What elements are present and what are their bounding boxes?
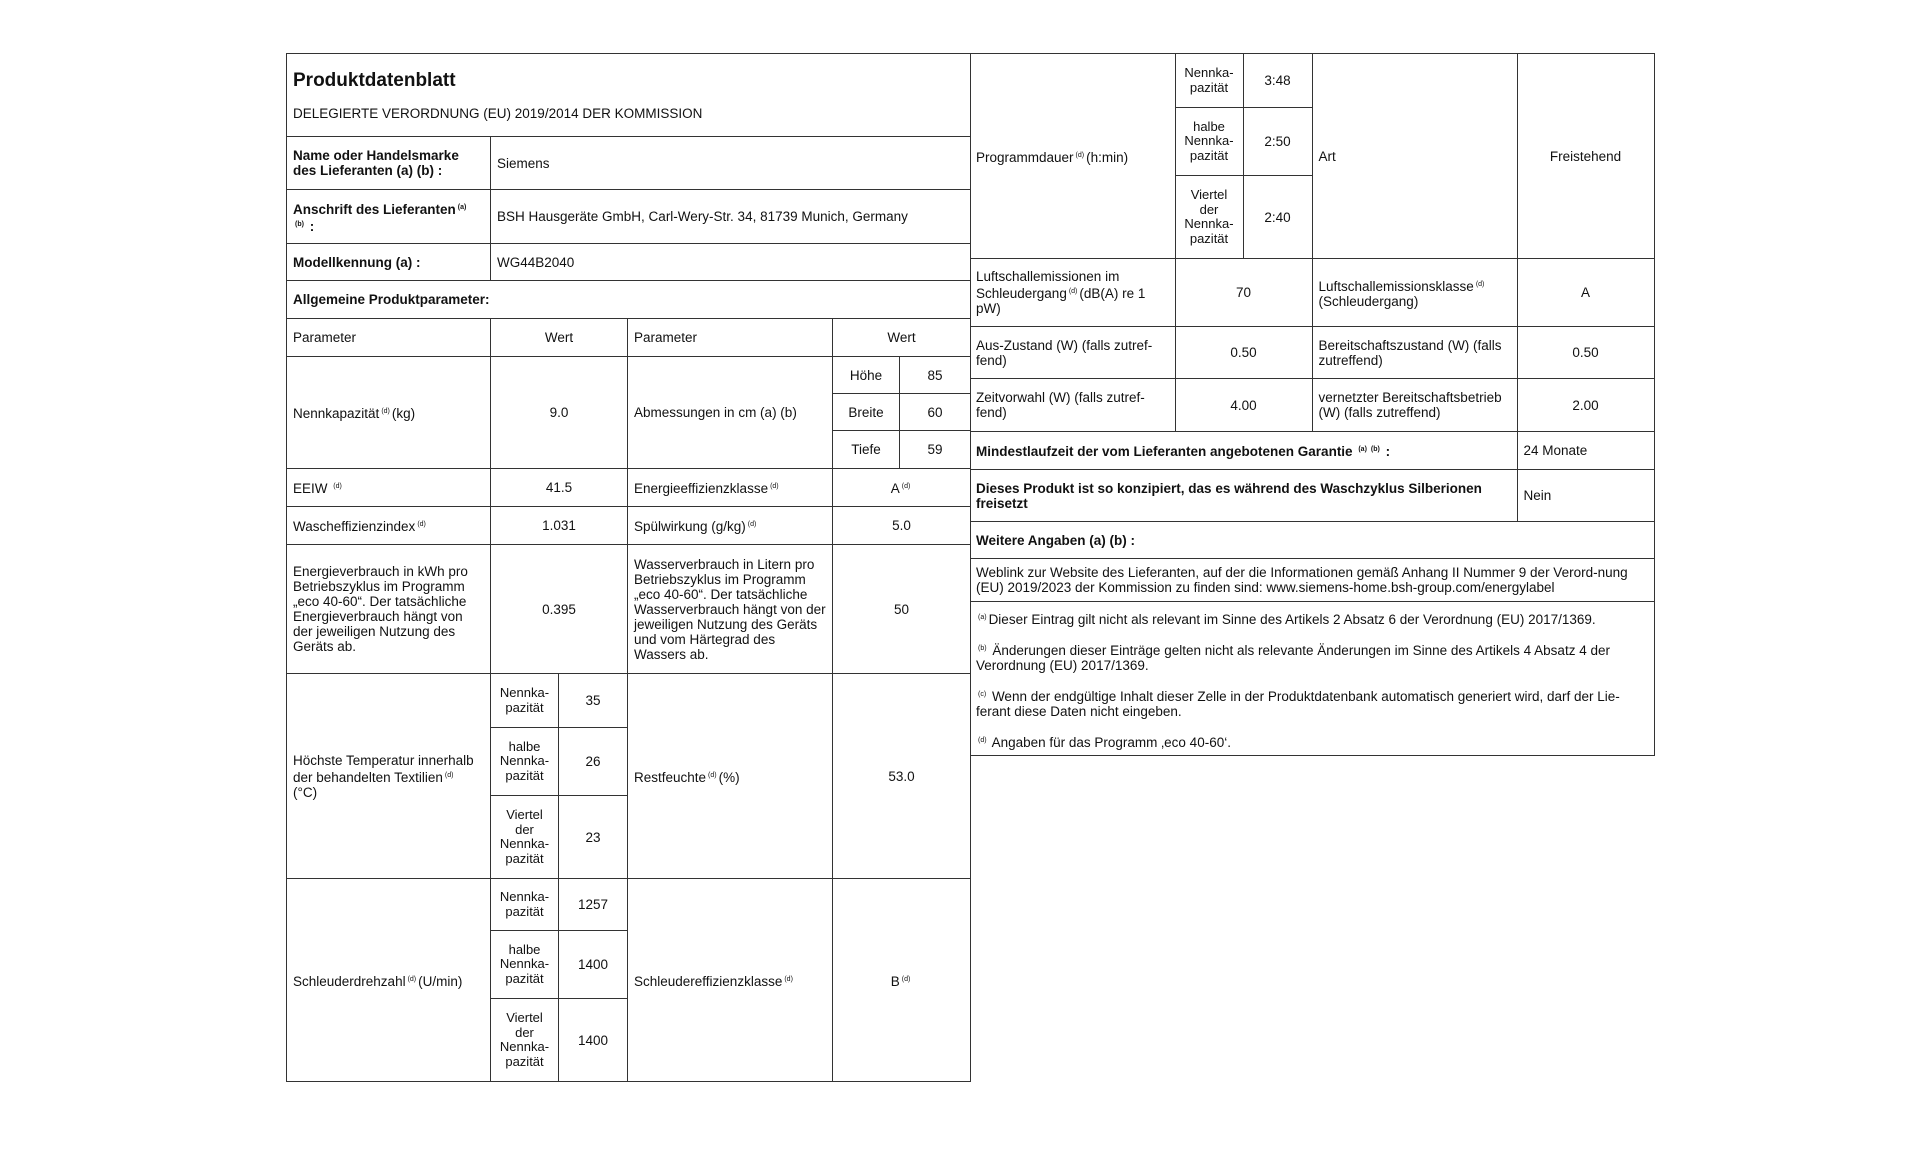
moisture-value: 53.0 [833, 674, 971, 879]
col-parameter-header: Parameter [287, 319, 491, 357]
warranty-label: Mindestlaufzeit der vom Lieferanten angebotenen Garantie $^{(a)}$ $^{(b)}$ : [970, 432, 1517, 470]
silver-ions-value: Nein [1517, 470, 1654, 522]
footnote-b: $^{(b)}$ Änderungen dieser Einträge gelten nicht als relevante Änderungen im Sinne des Artikels 4 Absatz 4 der Verordnung (EU) 2017/1369. [976, 643, 1610, 673]
temp-half-value: 26 [559, 728, 628, 796]
header-cell [287, 54, 971, 137]
spin-rated-value: 1257 [559, 879, 628, 931]
depth-value: 59 [900, 431, 971, 469]
duration-quarter-label: Viertel der Nennka-pazität [1175, 176, 1243, 259]
duration-half-value: 2:50 [1243, 108, 1312, 176]
eeiw-label: EEIW $^{(d)}$ [287, 469, 491, 507]
water-consumption-label: Wasserverbrauch in Litern pro Betriebszyklus im Programm „eco 40-60“. Der tatsächliche Wasserverbrauch hängt von der jeweiligen Nutzung des Geräts und vom Härtegrad des Wassers ab. [628, 545, 833, 674]
noise-label: Luftschallemissionen im Schleudergang $^{(d)}$ (dB(A) re 1 pW) [970, 259, 1175, 327]
moisture-label: Restfeuchte $^{(d)}$ (%) [628, 674, 833, 879]
energy-class-value: A $^{(d)}$ [833, 469, 971, 507]
network-standby-label: vernetzter Bereitschaftsbetrieb (W) (falls zutreffend) [1312, 379, 1517, 432]
supplier-address: BSH Hausgeräte GmbH, Carl-Wery-Str. 34, 81739 Munich, Germany [491, 190, 971, 244]
standby-label: Bereitschaftszustand (W) (falls zutreffend) [1312, 327, 1517, 379]
warranty-value: 24 Monate [1517, 432, 1654, 470]
temp-quarter-label: Viertel der Nennka-pazität [491, 796, 559, 879]
rinse-value: 5.0 [833, 507, 971, 545]
spin-quarter-value: 1400 [559, 999, 628, 1082]
footnote-c: $^{(c)}$ Wenn der endgültige Inhalt dieser Zelle in der Produktdatenbank automatisch generiert wird, darf der Lie-ferant diese Daten nicht eingeben. [976, 689, 1620, 719]
width-label: Breite [833, 394, 900, 431]
weblink-text: Weblink zur Website des Lieferanten, auf der die Informationen gemäß Anhang II Nummer 9 der Verord-nung (EU) 2019/2023 der Kommission zu finden sind: www.siemens-home.bsh-group.com/energylabel [970, 559, 1654, 602]
off-mode-label: Aus-Zustand (W) (falls zutref-fend) [970, 327, 1175, 379]
regulation-text: DELEGIERTE VERORDNUNG (EU) 2019/2014 DER KOMMISSION [293, 106, 703, 121]
duration-label: Programmdauer $^{(d)}$ (h:min) [970, 54, 1175, 259]
max-temp-label: Höchste Temperatur innerhalb der behandelten Textilien $^{(d)}$ (°C) [287, 674, 491, 879]
noise-class-label: Luftschallemissionsklasse $^{(d)}$ (Schleudergang) [1312, 259, 1517, 327]
temp-rated-value: 35 [559, 674, 628, 728]
water-consumption-value: 50 [833, 545, 971, 674]
spin-label: Schleuderdrehzahl $^{(d)}$ (U/min) [287, 879, 491, 1082]
capacity-label: Nennkapazität $^{(d)}$ (kg) [287, 357, 491, 469]
energy-consumption-value: 0.395 [491, 545, 628, 674]
rinse-label: Spülwirkung (g/kg) $^{(d)}$ [628, 507, 833, 545]
footnote-a: $^{(a)}$ Dieser Eintrag gilt nicht als relevant im Sinne des Artikels 2 Absatz 6 der Verordnung (EU) 2017/1369. [978, 612, 1596, 627]
spin-half-value: 1400 [559, 931, 628, 999]
duration-rated-label: Nennka-pazität [1175, 54, 1243, 108]
spin-rated-label: Nennka-pazität [491, 879, 559, 931]
supplier-name: Siemens [491, 137, 971, 190]
eeiw-value: 41.5 [491, 469, 628, 507]
model-value: WG44B2040 [491, 244, 971, 281]
spin-class-label: Schleudereffizienzklasse $^{(d)}$ [628, 879, 833, 1082]
energy-consumption-label: Energieverbrauch in kWh pro Betriebszyklus im Programm „eco 40-60“. Der tatsächliche Energieverbrauch hängt von der jeweiligen Nutzung des Geräts ab. [287, 545, 491, 674]
duration-half-label: halbe Nennka-pazität [1175, 108, 1243, 176]
wash-index-value: 1.031 [491, 507, 628, 545]
dimensions-label: Abmessungen in cm (a) (b) [628, 357, 833, 469]
supplier-address-label: Anschrift des Lieferanten $^{(a)}$ $^{(b)}$ : [287, 190, 491, 244]
delay-start-value: 4.00 [1175, 379, 1312, 432]
spin-quarter-label: Viertel der Nennka-pazität [491, 999, 559, 1082]
temp-quarter-value: 23 [559, 796, 628, 879]
height-value: 85 [900, 357, 971, 394]
noise-value: 70 [1175, 259, 1312, 327]
delay-start-label: Zeitvorwahl (W) (falls zutref-fend) [970, 379, 1175, 432]
spin-half-label: halbe Nennka-pazität [491, 931, 559, 999]
noise-class-value: A [1517, 259, 1654, 327]
off-mode-value: 0.50 [1175, 327, 1312, 379]
general-params-heading: Allgemeine Produktparameter: [287, 281, 971, 319]
product-data-sheet-right [970, 53, 1655, 756]
col-value-header: Wert [491, 319, 628, 357]
width-value: 60 [900, 394, 971, 431]
type-label: Art [1312, 54, 1517, 259]
duration-rated-value: 3:48 [1243, 54, 1312, 108]
footnotes [970, 602, 1654, 756]
spin-class-value: B $^{(d)}$ [833, 879, 971, 1082]
network-standby-value: 2.00 [1517, 379, 1654, 432]
duration-quarter-value: 2:40 [1243, 176, 1312, 259]
type-value: Freistehend [1517, 54, 1654, 259]
further-info-heading: Weitere Angaben (a) (b) : [970, 522, 1654, 559]
col-value-header-2: Wert [833, 319, 971, 357]
product-data-sheet-left [286, 53, 971, 1082]
footnote-d: $^{(d)}$ Angaben für das Programm ‚eco 40-60‘. [978, 735, 1231, 750]
standby-value: 0.50 [1517, 327, 1654, 379]
page-title: Produktdatenblatt [293, 70, 456, 91]
supplier-name-label: Name oder Handelsmarke des Lieferanten (a) (b) : [287, 137, 491, 190]
energy-class-label: Energieeffizienzklasse $^{(d)}$ [628, 469, 833, 507]
silver-ions-label: Dieses Produkt ist so konzipiert, das es während des Waschzyklus Silberionen freisetzt [970, 470, 1517, 522]
height-label: Höhe [833, 357, 900, 394]
temp-rated-label: Nennka-pazität [491, 674, 559, 728]
model-label: Modellkennung (a) : [287, 244, 491, 281]
col-parameter-header-2: Parameter [628, 319, 833, 357]
temp-half-label: halbe Nennka-pazität [491, 728, 559, 796]
wash-index-label: Wascheffizienzindex $^{(d)}$ [287, 507, 491, 545]
depth-label: Tiefe [833, 431, 900, 469]
capacity-value: 9.0 [491, 357, 628, 469]
